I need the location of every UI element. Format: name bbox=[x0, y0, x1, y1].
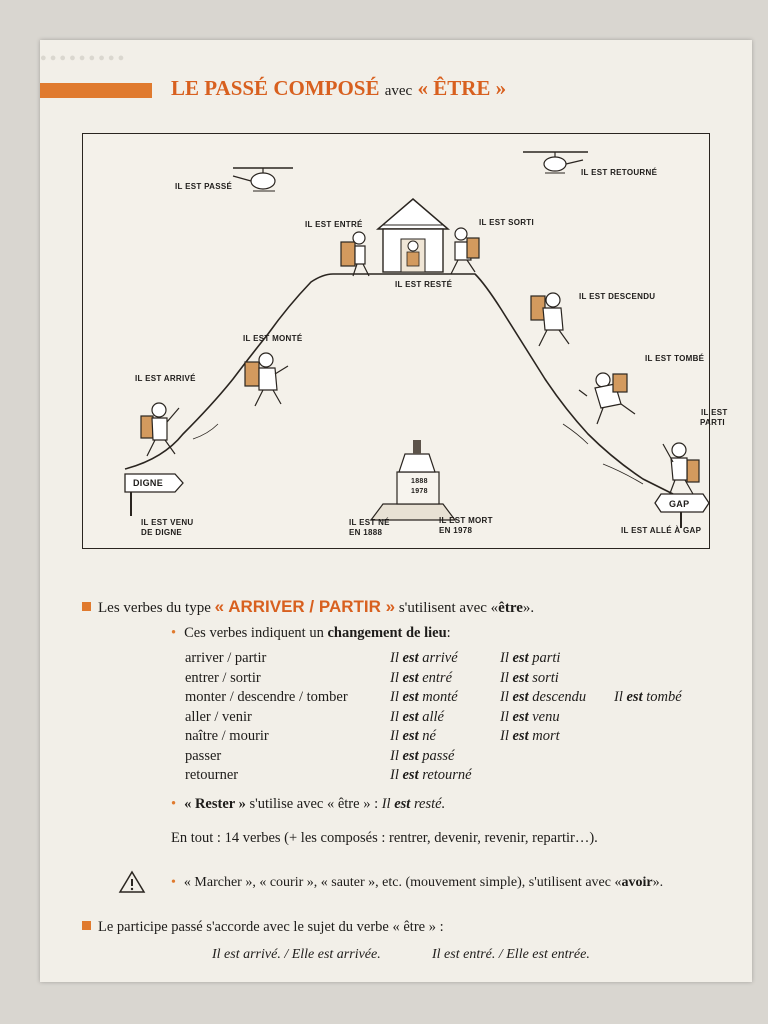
section1-end: ». bbox=[522, 600, 535, 616]
rester-mid: s'utilise avec « être » : bbox=[249, 796, 379, 812]
mountain-drawing bbox=[83, 134, 711, 550]
helicopter-left-icon bbox=[233, 168, 293, 191]
tomb-year-2: 1978 bbox=[411, 488, 428, 495]
form-item: Il est retourné bbox=[390, 767, 472, 783]
rester-quote: « Rester » bbox=[184, 796, 246, 812]
label-passe: IL EST PASSÉ bbox=[175, 182, 233, 191]
form-item: Il est allé bbox=[390, 708, 444, 725]
form-item: Il est entré bbox=[390, 669, 453, 686]
dot-bullet-icon: • bbox=[171, 875, 176, 890]
hiker-arrived-figure bbox=[141, 403, 179, 456]
hiker-exited-figure bbox=[451, 228, 479, 274]
label-ne-line1: IL EST NÉ bbox=[349, 518, 390, 527]
hiker-fallen-figure bbox=[579, 373, 635, 424]
bullet-rester bbox=[171, 796, 445, 813]
form-item: Il est sorti bbox=[500, 669, 559, 686]
warning-end: ». bbox=[652, 875, 664, 890]
section1-etre: être bbox=[498, 600, 523, 616]
form-item: Il est tombé bbox=[614, 689, 682, 705]
form-item: Il est descendu bbox=[500, 689, 587, 705]
hiker-climbing-figure bbox=[245, 353, 288, 406]
section1-highlight: « ARRIVER / PARTIR » bbox=[214, 597, 396, 616]
label-alle: IL EST ALLÉ À GAP bbox=[621, 526, 702, 535]
label-ne-line2: EN 1888 bbox=[349, 528, 383, 537]
bullet-end: : bbox=[446, 625, 451, 641]
agreement-example-2: Il est entré. / Elle est entrée. bbox=[432, 947, 590, 962]
label-descendu: IL EST DESCENDU bbox=[579, 292, 656, 301]
textbook-page bbox=[40, 40, 752, 982]
label-venu-line2: DE DIGNE bbox=[141, 528, 183, 537]
total-verbs-note: En tout : 14 verbes (+ les composés : rentrer, devenir, revenir, repartir…). bbox=[171, 830, 598, 846]
mountain-outline bbox=[125, 274, 673, 494]
form-item: Il est passé bbox=[390, 747, 455, 764]
verb-item: naître / mourir bbox=[185, 728, 269, 744]
verb-item: arriver / partir bbox=[185, 650, 267, 666]
warning-text: « Marcher », « courir », « sauter », etc. (mouvement simple), s'utilisent avec « bbox=[183, 875, 622, 890]
label-mort-line2: EN 1978 bbox=[439, 526, 473, 535]
forms-column-1 bbox=[390, 649, 472, 786]
verb-item: passer bbox=[185, 747, 222, 764]
verb-item: entrer / sortir bbox=[185, 669, 261, 686]
section2-heading bbox=[82, 919, 444, 936]
label-venu-line1: IL EST VENU bbox=[141, 518, 194, 527]
label-monte: IL EST MONTÉ bbox=[243, 334, 303, 343]
warning-triangle-icon bbox=[118, 870, 146, 899]
dot-bullet-icon: • bbox=[171, 625, 177, 641]
verb-item: monter / descendre / tomber bbox=[185, 689, 348, 705]
section1-tail: s'utilisent avec « bbox=[398, 600, 499, 616]
hiker-descending-figure bbox=[531, 293, 569, 346]
label-tombe: IL EST TOMBÉ bbox=[645, 354, 705, 363]
label-sorti: IL EST SORTI bbox=[479, 218, 535, 227]
hiker-entered-figure bbox=[341, 232, 369, 276]
label-parti-line2: PARTI bbox=[700, 418, 725, 427]
sign-gap-text: GAP bbox=[669, 499, 690, 509]
hiker-departed-figure bbox=[663, 443, 699, 496]
forms-column-3 bbox=[614, 688, 682, 708]
label-entre: IL EST ENTRÉ bbox=[305, 220, 363, 229]
square-bullet-icon bbox=[82, 602, 91, 611]
sign-digne-text: DIGNE bbox=[133, 478, 164, 488]
title-accent-bar bbox=[40, 83, 152, 98]
form-item: Il est mort bbox=[500, 728, 560, 744]
mountain-illustration bbox=[82, 133, 728, 549]
bullet-changement bbox=[171, 625, 451, 642]
label-mort-line1: IL EST MORT bbox=[439, 516, 493, 525]
show-through-text: ● ● ● ● ● ● ● ● ● bbox=[40, 52, 125, 64]
helicopter-right-icon bbox=[523, 152, 588, 173]
verb-item: aller / venir bbox=[185, 708, 252, 725]
square-bullet-icon bbox=[82, 921, 91, 930]
rester-example: Il est resté. bbox=[381, 796, 446, 812]
warning-note bbox=[171, 875, 663, 891]
mountain-hut-icon bbox=[378, 199, 448, 272]
label-parti bbox=[701, 408, 728, 418]
verb-list bbox=[185, 649, 348, 786]
label-arrive: IL EST ARRIVÉ bbox=[135, 374, 196, 383]
section1-lead: Les verbes du type bbox=[98, 600, 211, 616]
form-item: Il est monté bbox=[390, 689, 458, 705]
dot-bullet-icon: • bbox=[171, 796, 177, 812]
title-avec: avec bbox=[384, 83, 413, 99]
forms-column-2 bbox=[500, 649, 586, 747]
section2-lead: Le participe passé s'accorde avec le sujet du verbe « être » : bbox=[98, 919, 444, 935]
label-parti-line1: IL EST bbox=[701, 408, 728, 417]
title-etre: « ÊTRE » bbox=[417, 76, 507, 100]
form-item: Il est né bbox=[390, 728, 436, 744]
form-item: Il est arrivé bbox=[390, 650, 458, 666]
page-title bbox=[171, 76, 506, 101]
form-item: Il est venu bbox=[500, 708, 560, 725]
label-reste: IL EST RESTÉ bbox=[395, 280, 453, 289]
title-main: LE PASSÉ COMPOSÉ bbox=[171, 76, 380, 100]
agreement-example-1: Il est arrivé. / Elle est arrivée. bbox=[212, 947, 381, 962]
bullet-bold: changement de lieu bbox=[327, 625, 447, 641]
bullet-lead: Ces verbes indiquent un bbox=[184, 625, 324, 641]
section1-heading bbox=[82, 597, 534, 617]
form-item: Il est parti bbox=[500, 650, 561, 666]
warning-bold: avoir bbox=[621, 875, 653, 890]
label-retourne: IL EST RETOURNÉ bbox=[581, 168, 658, 177]
tomb-year-1: 1888 bbox=[411, 478, 428, 485]
verb-item: retourner bbox=[185, 767, 239, 783]
